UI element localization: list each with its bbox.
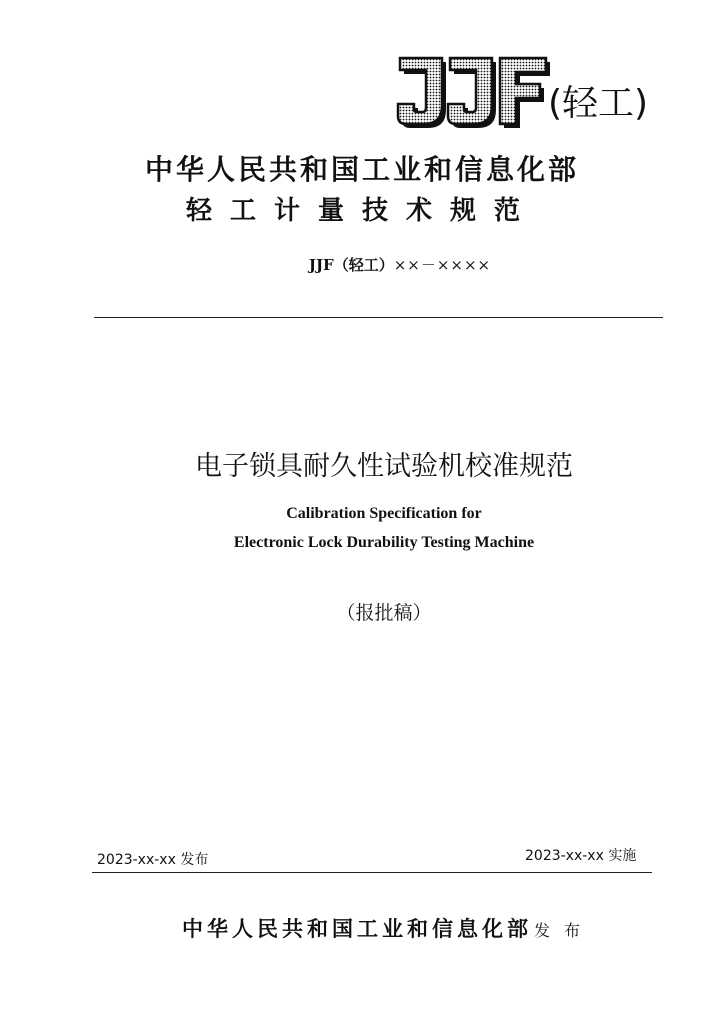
publisher-line xyxy=(182,912,594,948)
ministry-header: 中华人民共和国工业和信息化部 xyxy=(144,153,579,186)
bottom-divider xyxy=(92,872,652,873)
document-code-number: ××－×××× xyxy=(393,256,492,274)
document-code-prefix: JJF（轻工） xyxy=(308,256,394,274)
document-code xyxy=(0,254,724,276)
publisher-name: 中华人民共和国工业和信息化部 xyxy=(182,916,532,941)
jjf-logo xyxy=(396,52,696,142)
spec-type-header: 轻工计量技术规范 xyxy=(185,196,538,226)
top-divider xyxy=(94,317,663,318)
document-title-english-line2: Electronic Lock Durability Testing Machine xyxy=(233,534,535,551)
issue-date: 2023-xx-xx 发布 xyxy=(97,852,209,868)
implementation-date: 2023-xx-xx 实施 xyxy=(525,848,637,864)
draft-status: （报批稿） xyxy=(336,602,432,624)
document-title-chinese: 电子锁具耐久性试验机校准规范 xyxy=(195,451,573,482)
publisher-action: 发布 xyxy=(534,921,595,940)
document-title-english-line1: Calibration Specification for xyxy=(286,505,482,522)
logo-subtitle: (轻工) xyxy=(548,83,649,124)
jjf-logo-letters xyxy=(396,52,556,132)
